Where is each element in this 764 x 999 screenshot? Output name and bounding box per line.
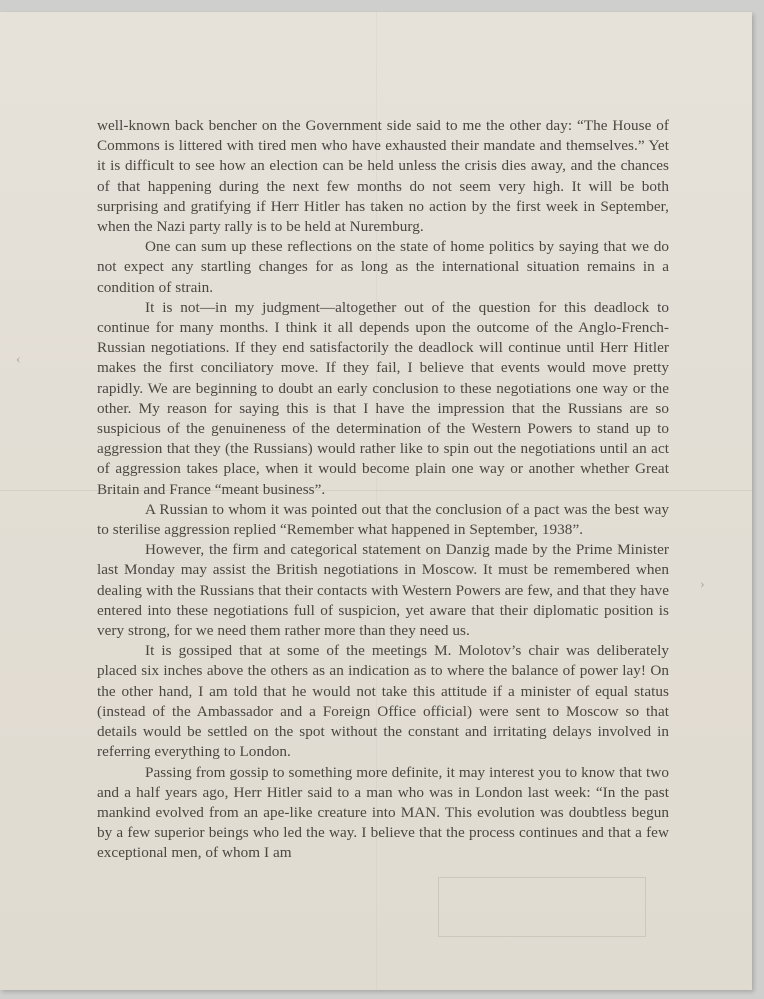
letter-body [97,116,669,864]
edge-tear-mark: › [700,577,705,592]
paragraph-7: Passing from gossip to something more definite, it may interest you to know that two and a half years ago, Herr Hitler said to a man who was in London last week: “In the past mankind evolved from an ape-like creature into MAN. This evolution was doubtless begun by a few superior beings who led the way. I believe that the process continues and that a few exceptional men, of whom I am [97,763,669,862]
paragraph-4: A Russian to whom it was pointed out that the conclusion of a pact was the best way to sterilise aggression replied “Remember what happened in September, 1938”. [97,500,669,539]
faded-stamp-impression [438,877,646,937]
paragraph-3: It is not—in my judgment—altogether out of the question for this deadlock to continue for many months. I think it all depends upon the outcome of the Anglo-French-Russian negotiations. If they end satisfactorily the deadlock will continue until Herr Hitler makes the first conciliatory move. If they fail, I believe that events would move pretty rapidly. We are beginning to doubt an early conclusion to these negotiations one way or the other. My reason for saying this is that I have the impression that the Russians are so suspicious of the genuineness of the determination of the Western Powers to stand up to aggression that they (the Russians) would rather like to spin out the negotiations until an act of aggression takes place, when it would become plain one way or another whether Great Britain and France “meant business”. [97,298,669,498]
document-page [0,12,752,990]
paragraph-6: It is gossiped that at some of the meetings M. Molotov’s chair was deliberately placed six inches above the others as an indication as to where the balance of power lay! On the other hand, I am told that he would not take this attitude if a minister of equal status (instead of the Ambassador and a Foreign Office official) were sent to Moscow so that details would be settled on the spot without the constant and irritating delays involved in referring everything to London. [97,642,669,761]
edge-tear-mark: ‹ [16,352,21,367]
paragraph-1: well-known back bencher on the Government side said to me the other day: “The House of Commons is littered with tired men who have exhausted their mandate and themselves.” Yet it is difficult to see how an election can be held unless the crisis dies away, and the chances of that happening during the next few months do not seem very high. It will be both surprising and gratifying if Herr Hitler has taken no action by the first week in September, when the Nazi party rally is to be held at Nuremburg. [97,117,669,236]
paragraph-5: However, the firm and categorical statement on Danzig made by the Prime Minister last Monday may assist the British negotiations in Moscow. It must be remembered when dealing with the Russians that their contacts with Western Powers are few, and that they have entered into these negotiations full of suspicion, yet aware that their diplomatic position is very strong, for we need them rather more than they need us. [97,541,669,640]
paragraph-2: One can sum up these reflections on the state of home politics by saying that we do not expect any startling changes for as long as the international situation remains in a condition of strain. [97,238,669,296]
